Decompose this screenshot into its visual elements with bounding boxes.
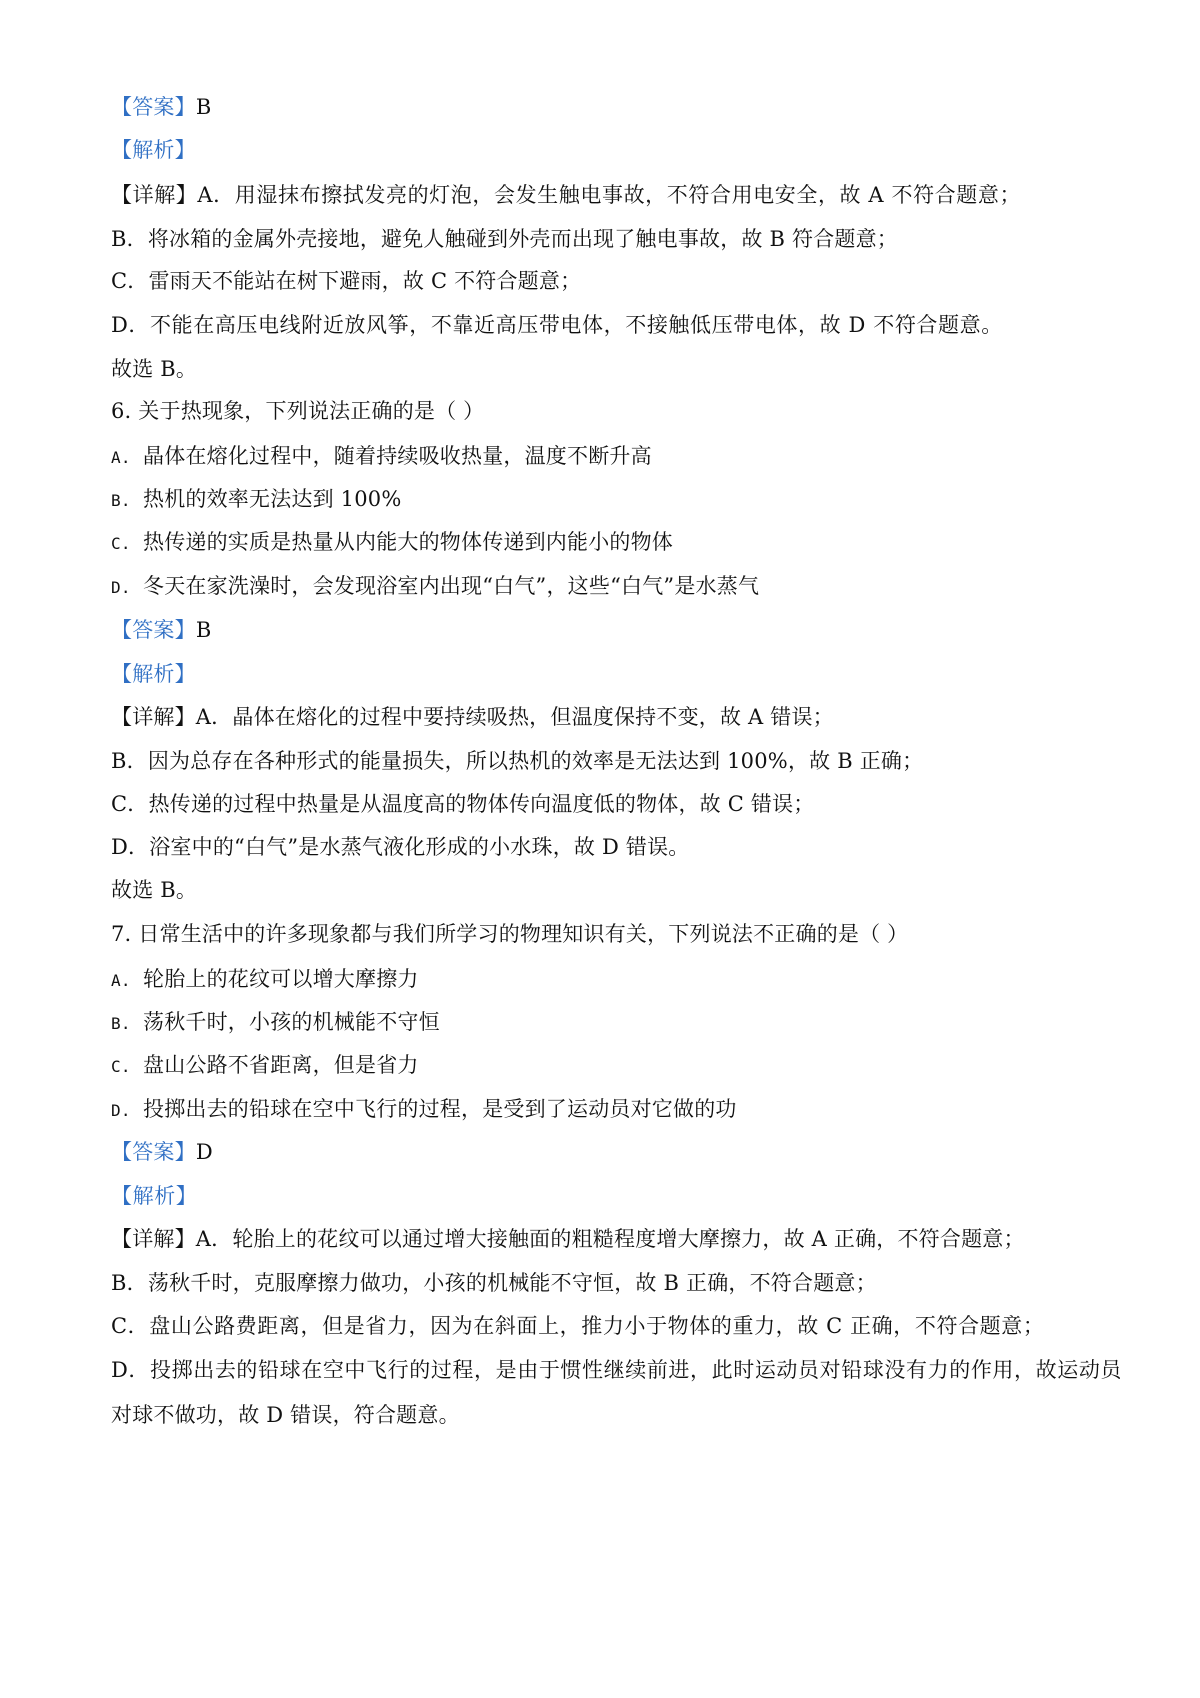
option-label: B.: [111, 491, 131, 510]
text-line: 对球不做功，故 D 错误，符合题意。: [111, 1403, 460, 1427]
option-label: B.: [111, 1014, 131, 1033]
analysis-tag: 【解析】: [111, 1184, 198, 1208]
text-line: B．荡秋千时，克服摩擦力做功，小孩的机械能不守恒，故 B 正确，不符合题意；: [111, 1271, 877, 1295]
answer-line: [111, 1137, 213, 1167]
option-text: 轮胎上的花纹可以增大摩擦力: [143, 967, 419, 991]
option-line: [111, 1050, 419, 1082]
option-line: [111, 1007, 440, 1039]
option-line: [111, 441, 652, 473]
option-text: 晶体在熔化过程中，随着持续吸收热量，温度不断升高: [143, 444, 652, 468]
text-line: 故选 B。: [111, 357, 198, 381]
answer-value: B: [195, 618, 212, 642]
text-line: C．盘山公路费距离，但是省力，因为在斜面上，推力小于物体的重力，故 C 正确，不符合题意；: [111, 1314, 1045, 1338]
option-label: A.: [111, 448, 131, 467]
analysis-heading: [111, 1181, 197, 1211]
text-line: B．因为总存在各种形式的能量损失，所以热机的效率是无法达到 100%，故 B 正确；: [111, 749, 924, 773]
answer-line: [111, 615, 211, 645]
text-line: 故选 B。: [111, 878, 198, 902]
option-line: [111, 527, 673, 559]
text-line: D．投掷出去的铅球在空中飞行的过程，是由于惯性继续前进，此时运动员对铅球没有力的作用，故运动员: [111, 1358, 1123, 1382]
analysis-tag: 【解析】: [111, 662, 196, 686]
option-label: C.: [111, 534, 131, 553]
analysis-heading: [111, 659, 196, 689]
answer-tag: 【答案】: [111, 1140, 196, 1164]
answer-tag: 【答案】: [111, 618, 196, 642]
option-text: 盘山公路不省距离，但是省力: [143, 1053, 419, 1077]
option-text: 投掷出去的铅球在空中飞行的过程，是受到了运动员对它做的功: [143, 1097, 737, 1121]
option-label: D.: [111, 1101, 131, 1120]
option-label: C.: [111, 1057, 131, 1076]
text-line: C．热传递的过程中热量是从温度高的物体传向温度低的物体，故 C 错误；: [111, 792, 815, 816]
text-line: C．雷雨天不能站在树下避雨，故 C 不符合题意；: [111, 269, 582, 293]
option-text: 荡秋千时，小孩的机械能不守恒: [143, 1010, 440, 1034]
option-line: [111, 1094, 737, 1126]
option-text: 热传递的实质是热量从内能大的物体传递到内能小的物体: [143, 530, 673, 554]
text-line: B．将冰箱的金属外壳接地，避免人触碰到外壳而出现了触电事故，故 B 符合题意；: [111, 227, 899, 251]
answer-value: B: [195, 95, 212, 119]
text-line: D．浴室中的“白气”是水蒸气液化形成的小水珠，故 D 错误。: [111, 835, 690, 859]
text-line: 【详解】A．轮胎上的花纹可以通过增大接触面的粗糙程度增大摩擦力，故 A 正确，不符合题意；: [111, 1227, 1025, 1251]
option-line: [111, 484, 402, 516]
analysis-tag: 【解析】: [111, 138, 196, 162]
text-line: 【详解】A．晶体在熔化的过程中要持续吸热，但温度保持不变，故 A 错误；: [111, 705, 834, 729]
analysis-heading: [111, 135, 196, 165]
answer-line: [111, 92, 211, 122]
text-line: D．不能在高压电线附近放风筝，不靠近高压带电体，不接触低压带电体，故 D 不符合题意。: [111, 313, 1003, 337]
option-label: A.: [111, 971, 131, 990]
text-line: 6. 关于热现象，下列说法正确的是（ ）: [111, 399, 485, 423]
answer-tag: 【答案】: [111, 95, 196, 119]
text-line: 7. 日常生活中的许多现象都与我们所学习的物理知识有关，下列说法不正确的是（ ）: [111, 922, 909, 946]
option-label: D.: [111, 578, 131, 597]
option-text: 热机的效率无法达到 100%: [143, 487, 402, 511]
text-line: 【详解】A．用湿抹布擦拭发亮的灯泡，会发生触电事故，不符合用电安全，故 A 不符合题意；: [111, 183, 1022, 207]
option-line: [111, 571, 759, 603]
option-line: [111, 964, 419, 996]
option-text: 冬天在家洗澡时，会发现浴室内出现“白气”，这些“白气”是水蒸气: [143, 574, 760, 598]
answer-value: D: [195, 1140, 213, 1164]
